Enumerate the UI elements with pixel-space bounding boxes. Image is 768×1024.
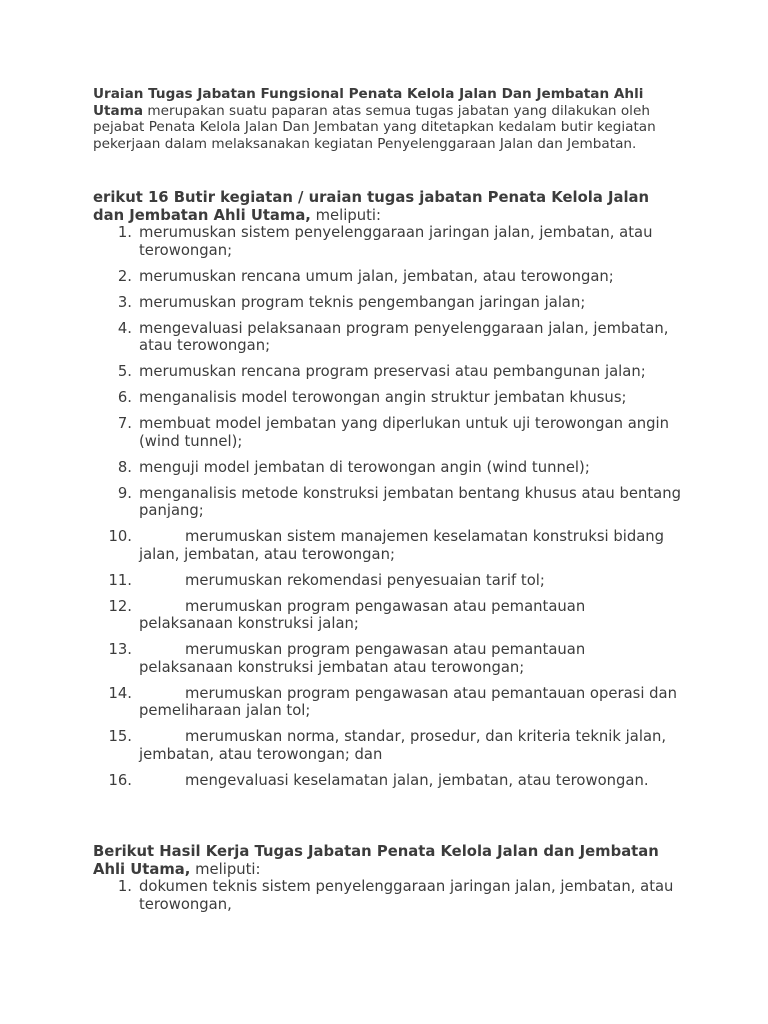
list-item (93, 728, 683, 763)
list-item (93, 294, 683, 312)
intro-text: merupakan suatu paparan atas semua tugas jabatan yang dilakukan oleh pejabat Penata Kelola Jalan Dan Jembatan yang ditetapkan kedalam butir kegiatan pekerjaan dalam melaksanakan kegiatan Penyelenggaraan Jalan dan Jembatan. (93, 102, 656, 152)
tasks-heading (93, 189, 683, 224)
item-number: 10. (108, 528, 132, 546)
tasks-heading-bold: erikut 16 Butir kegiatan / uraian tugas jabatan Penata Kelola Jalan dan Jembatan Ahli Utama, (93, 189, 650, 224)
item-number: 3. (117, 293, 132, 311)
tasks-heading-rest: meliputi: (310, 206, 382, 224)
item-text: merumuskan sistem penyelenggaraan jaringan jalan, jembatan, atau terowongan; (139, 224, 653, 259)
item-number: 9. (117, 484, 132, 502)
item-text: merumuskan program teknis pengembangan jaringan jalan; (139, 293, 586, 311)
list-item (93, 389, 683, 407)
item-text: menganalisis model terowongan angin struktur jembatan khusus; (139, 389, 627, 407)
item-text: menganalisis metode konstruksi jembatan bentang khusus atau bentang panjang; (139, 484, 681, 520)
item-number: 2. (117, 267, 132, 285)
list-item (93, 685, 683, 720)
list-item (93, 320, 683, 355)
list-item (93, 878, 683, 913)
results-heading-bold: Berikut Hasil Kerja Tugas Jabatan Penata Kelola Jalan dan Jembatan Ahli Utama, (93, 843, 659, 878)
item-text: menguji model jembatan di terowongan angin (wind tunnel); (139, 458, 590, 476)
list-item (93, 415, 683, 450)
item-text: merumuskan norma, standar, prosedur, dan kriteria teknik jalan, jembatan, atau terowongan; dan (139, 728, 667, 763)
list-item (93, 772, 683, 790)
list-item (93, 485, 683, 520)
item-number: 1. (117, 224, 132, 242)
item-text: merumuskan rencana umum jalan, jembatan, atau terowongan; (139, 267, 614, 285)
item-number: 13. (108, 641, 132, 659)
item-text: mengevaluasi pelaksanaan program penyelenggaraan jalan, jembatan, atau terowongan; (139, 319, 669, 355)
item-text: merumuskan program pengawasan atau pemantauan pelaksanaan konstruksi jembatan atau terowongan; (139, 641, 586, 676)
item-text: dokumen teknis sistem penyelenggaraan jaringan jalan, jembatan, atau terowongan, (139, 878, 674, 913)
list-item (93, 459, 683, 477)
list-item (93, 224, 683, 259)
item-number: 11. (108, 571, 132, 589)
list-item (93, 598, 683, 633)
item-text: mengevaluasi keselamatan jalan, jembatan, atau terowongan. (185, 771, 649, 789)
intro-paragraph (93, 86, 683, 152)
item-text: merumuskan rencana program preservasi atau pembangunan jalan; (139, 363, 646, 381)
list-item (93, 572, 683, 590)
item-number: 4. (117, 319, 132, 337)
tasks-list (93, 224, 683, 789)
item-number: 12. (108, 597, 132, 615)
list-item (93, 268, 683, 286)
item-number: 8. (117, 458, 132, 476)
item-text: membuat model jembatan yang diperlukan untuk uji terowongan angin (wind tunnel); (139, 415, 670, 450)
item-text: merumuskan rekomendasi penyesuaian tarif tol; (185, 571, 545, 589)
results-heading (93, 843, 683, 878)
item-number: 5. (117, 363, 132, 381)
list-item (93, 641, 683, 676)
item-number: 7. (117, 415, 132, 433)
intro-title: Uraian Tugas Jabatan Fungsional Penata Kelola Jalan Dan Jembatan Ahli Utama (93, 86, 644, 119)
item-text: merumuskan program pengawasan atau pemantauan operasi dan pemeliharaan jalan tol; (139, 684, 677, 720)
item-number: 16. (108, 771, 132, 789)
item-text: merumuskan sistem manajemen keselamatan konstruksi bidang jalan, jembatan, atau terowongan; (139, 528, 665, 563)
item-number: 1. (117, 878, 132, 896)
item-text: merumuskan program pengawasan atau pemantauan pelaksanaan konstruksi jalan; (139, 597, 586, 633)
results-list (93, 878, 683, 913)
document-page (93, 86, 683, 913)
list-item (93, 363, 683, 381)
item-number: 15. (108, 728, 132, 746)
item-number: 6. (117, 389, 132, 407)
item-number: 14. (108, 684, 132, 702)
list-item (93, 528, 683, 563)
results-heading-rest: meliputi: (190, 860, 261, 878)
